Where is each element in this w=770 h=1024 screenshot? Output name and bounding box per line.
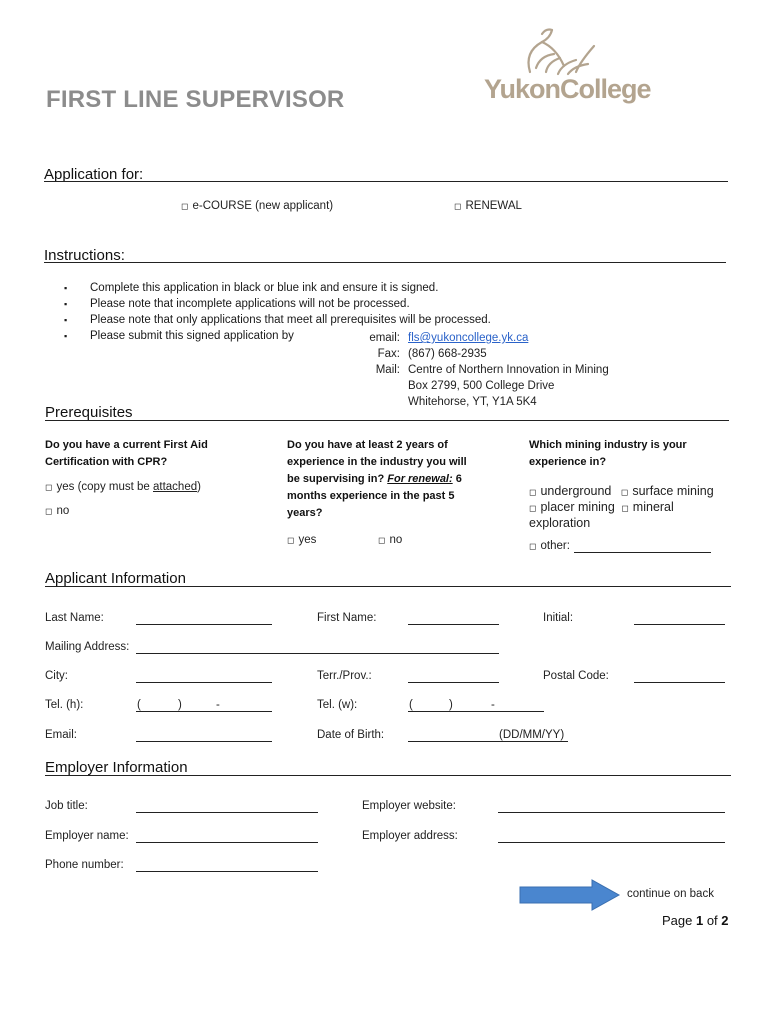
employer-website-label: Employer website: xyxy=(362,800,456,812)
terr-prov-field[interactable] xyxy=(408,682,499,683)
mineral-exploration-option[interactable]: ◻ mineral xyxy=(621,500,674,514)
phone-number-label: Phone number: xyxy=(45,859,124,871)
paren-open: ( xyxy=(137,699,141,711)
continue-on-back: continue on back xyxy=(627,888,714,900)
dob-format: (DD/MM/YY) xyxy=(499,729,565,741)
contact-values xyxy=(408,330,609,410)
phone-number-field[interactable] xyxy=(136,871,318,872)
dash: - xyxy=(216,699,220,711)
renewal-option[interactable]: ◻ RENEWAL xyxy=(454,200,522,212)
checkbox-icon: ◻ xyxy=(45,506,53,516)
checkbox-icon: ◻ xyxy=(454,201,462,211)
postal-code-field[interactable] xyxy=(634,682,725,683)
dash: - xyxy=(491,699,495,711)
applicant-heading: Applicant Information xyxy=(45,570,186,587)
first-name-field[interactable] xyxy=(408,624,499,625)
paren-open: ( xyxy=(409,699,413,711)
email-link[interactable]: fls@yukoncollege.yk.ca xyxy=(408,332,529,344)
list-item: ▪ Please submit this signed application by xyxy=(64,328,564,344)
surface-mining-option[interactable]: ◻ surface mining xyxy=(620,484,714,498)
instructions-heading: Instructions: xyxy=(44,247,125,264)
mail-line: Centre of Northern Innovation in Mining xyxy=(408,364,609,376)
email-label: Email: xyxy=(45,729,77,741)
mining-options: ◻ underground ◻ surface mining ◻ placer mining ◻ mineral exploration xyxy=(529,484,714,530)
checkbox-icon: ◻ xyxy=(45,482,53,492)
prerequisites-heading: Prerequisites xyxy=(45,404,133,421)
divider xyxy=(45,775,731,776)
application-heading: Application for: xyxy=(44,166,144,183)
job-title-label: Job title: xyxy=(45,800,88,812)
first-aid-no-option[interactable]: ◻ no xyxy=(45,505,70,517)
underground-option[interactable]: ◻ underground xyxy=(529,484,612,498)
paren-close: ) xyxy=(178,699,182,711)
arrow-right-icon xyxy=(518,878,622,912)
mining-industry-question: Which mining industry is your experience in? xyxy=(529,439,687,468)
last-name-label: Last Name: xyxy=(45,612,104,624)
initial-field[interactable] xyxy=(634,624,725,625)
checkbox-icon: ◻ xyxy=(287,535,295,545)
checkbox-icon: ◻ xyxy=(620,487,629,497)
dob-label: Date of Birth: xyxy=(317,729,385,741)
mail-line: Whitehorse, YT, Y1A 5K4 xyxy=(408,396,537,408)
bird-logo-icon xyxy=(484,22,634,82)
email-field[interactable] xyxy=(136,741,272,742)
other-field[interactable] xyxy=(574,552,711,553)
first-aid-yes-option[interactable]: ◻ yes (copy must be attached) xyxy=(45,481,201,493)
initial-label: Initial: xyxy=(543,612,574,624)
employer-name-label: Employer name: xyxy=(45,830,129,842)
checkbox-icon: ◻ xyxy=(181,201,189,211)
city-label: City: xyxy=(45,670,68,682)
checkbox-icon: ◻ xyxy=(621,503,629,513)
ecourse-option[interactable]: ◻ e-COURSE (new applicant) xyxy=(181,200,334,212)
tel-work-field[interactable] xyxy=(408,711,544,712)
page-number: Page 1 of 2 xyxy=(662,913,729,928)
experience-yes-option[interactable]: ◻ yes xyxy=(287,534,317,546)
postal-code-label: Postal Code: xyxy=(543,670,609,682)
experience-question: Do you have at least 2 years of experience in the industry you will be supervising in? For renewal: 6 months experience in the past 5 years? xyxy=(287,439,467,519)
employer-website-field[interactable] xyxy=(498,812,725,813)
tel-home-field[interactable] xyxy=(136,711,272,712)
employer-address-field[interactable] xyxy=(498,842,725,843)
employer-name-field[interactable] xyxy=(136,842,318,843)
divider xyxy=(44,262,726,263)
divider xyxy=(45,586,731,587)
experience-no-option[interactable]: ◻ no xyxy=(378,534,403,546)
dob-field[interactable] xyxy=(408,741,568,742)
city-field[interactable] xyxy=(136,682,272,683)
checkbox-icon: ◻ xyxy=(529,503,537,513)
list-item: ▪ Complete this application in black or blue ink and ensure it is signed. xyxy=(64,280,564,296)
divider xyxy=(44,181,728,182)
mailing-address-label: Mailing Address: xyxy=(45,641,130,653)
mailing-address-field[interactable] xyxy=(136,653,499,654)
checkbox-icon: ◻ xyxy=(378,535,386,545)
first-aid-question: Do you have a current First Aid Certification with CPR? xyxy=(45,439,208,468)
other-option[interactable]: ◻ other: xyxy=(529,540,570,552)
list-item: ▪ Please note that only applications that meet all prerequisites will be processed. xyxy=(64,312,564,328)
list-item: ▪ Please note that incomplete applications will not be processed. xyxy=(64,296,564,312)
last-name-field[interactable] xyxy=(136,624,272,625)
job-title-field[interactable] xyxy=(136,812,318,813)
employer-address-label: Employer address: xyxy=(362,830,458,842)
page-title: FIRST LINE SUPERVISOR xyxy=(46,86,345,113)
checkbox-icon: ◻ xyxy=(529,541,537,551)
placer-mining-option[interactable]: ◻ placer mining xyxy=(529,500,615,514)
tel-work-label: Tel. (w): xyxy=(317,699,358,711)
tel-home-label: Tel. (h): xyxy=(45,699,84,711)
contact-labels: email: Fax: Mail: xyxy=(369,332,400,376)
yukon-college-logo xyxy=(484,22,651,112)
employer-heading: Employer Information xyxy=(45,759,188,776)
logo-text: YukonCollege xyxy=(484,74,651,104)
checkbox-icon: ◻ xyxy=(529,487,537,497)
paren-close: ) xyxy=(449,699,453,711)
terr-prov-label: Terr./Prov.: xyxy=(317,670,372,682)
mail-line: Box 2799, 500 College Drive xyxy=(408,380,555,392)
divider xyxy=(45,420,729,421)
fax-number: (867) 668-2935 xyxy=(408,348,487,360)
first-name-label: First Name: xyxy=(317,612,377,624)
